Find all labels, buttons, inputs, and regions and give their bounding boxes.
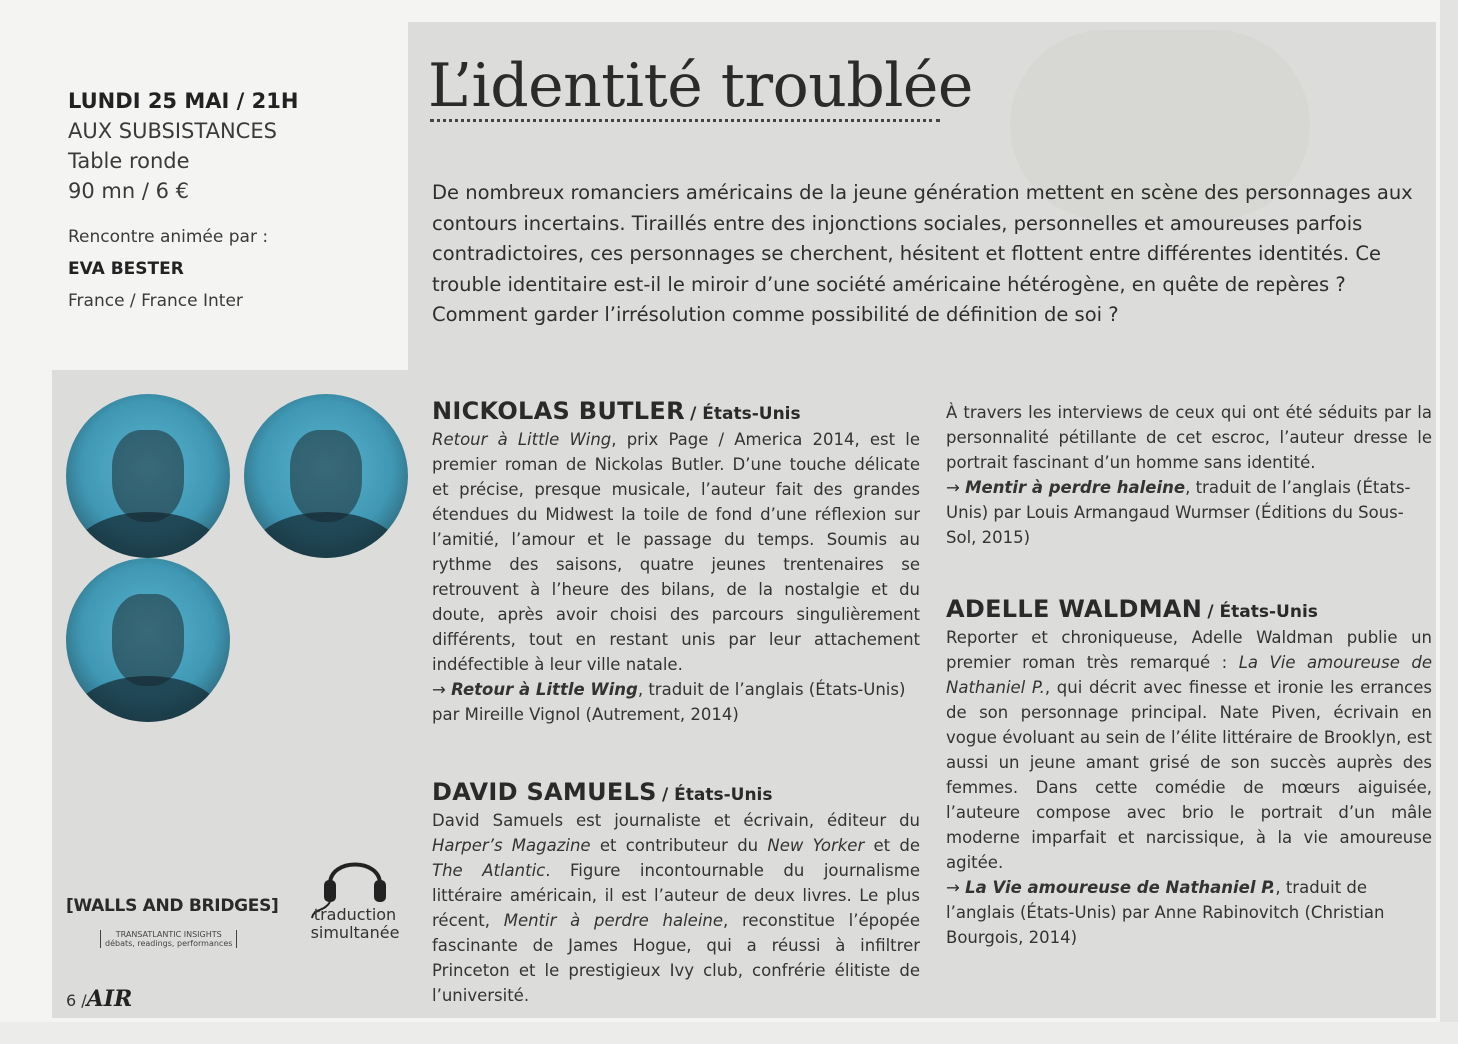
moderator-label: Rencontre animée par : [68,227,269,247]
book-details: , traduit de l’anglais (États-Unis) par Mireille Vignol (Autrement, 2014) [432,680,906,724]
title-underline [430,119,940,122]
page-title: L’identité troublée [428,51,973,121]
bio-book-title: Retour à Little Wing [432,430,612,449]
bio-book-title: La Vie amoureuse de Nathaniel P. [946,653,1432,697]
tagline-line: TRANSATLANTIC INSIGHTS [115,930,222,939]
magazine-title: Harper’s Magazine [432,836,591,855]
bio-text: David Samuels est journaliste et écrivain, éditeur du [432,811,920,830]
book-info-waldman [946,875,1432,950]
author-country-waldman: / États-Unis [1207,602,1318,622]
scan-edge [0,1022,1458,1044]
book-info-butler [432,677,920,727]
author-photo-butler [66,394,230,558]
bio-text: , prix Page / America 2014, est le premier roman de Nickolas Butler. D’une touche délicate et précise, presque musicale, l’auteur fait des grandes étendues du Midwest la toile de fond d’une réflexion sur l’amitié, l’amour et le passage du temps. Soumis au rythme des saisons, quatre jeunes trentenaires se retrouvent à l’heure des bilans, de la nostalgie et du doute, après avoir choisi des parcours singulièrement différents, tout en restant unis par leur attachement indéfectible à leur ville natale. [432,430,920,674]
event-info [68,86,388,312]
book-title: La Vie amoureuse de Nathaniel P. [965,878,1276,897]
column-right [946,400,1432,950]
event-format: Table ronde [68,149,190,173]
moderator-name: EVA BESTER [68,259,184,279]
author-photo-samuels [66,558,230,722]
translation-line: simultanée [310,923,400,942]
translation-line: traduction [313,905,397,924]
scan-edge [1440,0,1458,1044]
bio-text: , reconstitue l’épopée fascinante de James Hogue, qui a réussi à infiltrer Princeton et le prestigieux Ivy club, confrérie élitiste de l’université. [432,911,920,1005]
photo-shoulders [252,512,400,558]
walls-and-bridges-tagline [100,930,237,948]
author-bio-samuels-continued: À travers les interviews de ceux qui ont été séduits par la personnalité pétillante de cet escroc, l’auteur dresse le portrait fascinant d’un homme sans identité. [946,403,1432,472]
author-name-waldman: ADELLE WALDMAN [946,595,1203,623]
photo-face [112,430,184,522]
photo-shoulders [74,512,222,558]
author-country-samuels: / États-Unis [662,785,773,805]
book-info-samuels [946,475,1432,550]
magazine-logo: AIR [86,986,133,1012]
bio-text: et contributeur du [590,836,768,855]
photo-face [112,594,184,686]
page-footer [66,986,132,1012]
column-left [432,396,920,1008]
author-bio-butler [432,427,920,677]
bio-text: . Figure incontournable du journalisme littéraire américain, il est l’auteur de deux livres. Le plus récent, [432,861,921,930]
magazine-title: The Atlantic [432,861,546,880]
photo-face [290,430,362,522]
author-name-butler: NICKOLAS BUTLER [432,397,685,425]
arrow-icon: → [946,478,960,497]
book-details: , traduit de l’anglais (États-Unis) par Louis Armangaud Wurmser (Éditions du Sous-Sol, 2015) [946,478,1411,547]
bio-text: Reporter et chroniqueuse, Adelle Waldman publie un premier roman très remarqué : [946,628,1432,672]
author-name-samuels: DAVID SAMUELS [432,778,657,806]
magazine-title: New Yorker [767,836,865,855]
author-photo-waldman [244,394,408,558]
arrow-icon: → [432,680,446,699]
bio-text: et de [864,836,920,855]
translation-label [300,906,410,942]
author-bio-samuels [432,808,920,1008]
bio-text: , qui décrit avec finesse et ironie les errances de son personnage principal. Nate Piven, écrivain en vogue évoluant au sein de l’élite littéraire de Brooklyn, est aussi un jeune amant grisé de son succès auprès des femmes. Dans cette comédie de mœurs aiguisée, l’auteure compose avec brio le portrait d’un mâle moderne imparfait et narcissique, à la vie amoureuse agitée. [946,678,1432,872]
page-number: 6 / [66,991,87,1010]
book-details: , traduit de l’anglais (États-Unis) par Anne Rabinovitch (Christian Bourgois, 2014) [946,878,1385,947]
book-title: Mentir à perdre haleine [965,478,1186,497]
intro-text: De nombreux romanciers américains de la jeune génération mettent en scène des personnages aux contours incertains. Tiraillés entre des injonctions sociales, personnelles et amoureuses parfois contradictoires, ces personnages se cherchent, hésitent et flottent entre différentes identités. Ce trouble identitaire est-il le miroir d’une société américaine hétérogène, en quête de repères ? Comment garder l’irrésolution comme possibilité de définition de soi ? [432,181,1413,326]
event-date-time: LUNDI 25 MAI / 21H [68,89,299,113]
bio-book-title: Mentir à perdre haleine [503,911,724,930]
photo-shoulders [74,676,222,722]
walls-and-bridges-logo: [WALLS AND BRIDGES] [66,896,279,916]
event-venue: AUX SUBSISTANCES [68,119,277,143]
book-title: Retour à Little Wing [451,680,638,699]
event-duration-price: 90 mn / 6 € [68,179,189,203]
author-bio-waldman [946,625,1432,875]
moderator-affiliation: France / France Inter [68,291,243,311]
tagline-line: débats, readings, performances [105,939,233,948]
author-country-butler: / États-Unis [690,404,801,424]
arrow-icon: → [946,878,960,897]
